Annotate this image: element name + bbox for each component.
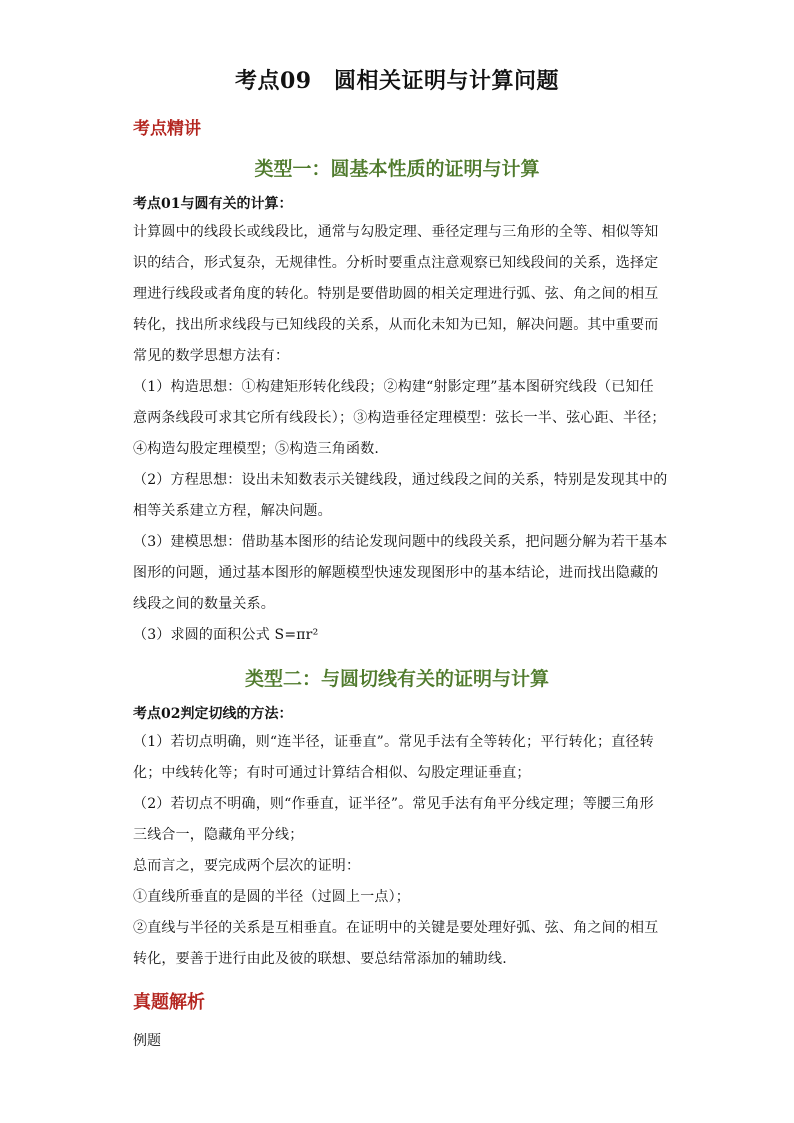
kp01-body — [133, 217, 668, 651]
kp02-item-unclear-point: （2）若切点不明确，则“作垂直，证半径”。常见手法有角平分线定理；等腰三角形三线合一，隐藏角平分线； — [133, 796, 654, 843]
kp01-item-equation: （2）方程思想：设出未知数表示关键线段，通过线段之间的关系，特别是发现其中的相等关系建立方程，解决问题。 — [133, 472, 668, 519]
section-heading-exam-analysis: 真题解析 — [133, 992, 205, 1013]
example-label: 例题 — [133, 1033, 161, 1049]
kp01-item-model: （3）建模思想：借助基本图形的结论发现问题中的线段关系，把问题分解为若干基本图形的问题，通过基本图形的解题模型快速发现图形中的基本结论，进而找出隐藏的线段之间的数量关系。 — [133, 534, 668, 612]
kp02-point-radius: ①直线所垂直的是圆的半径（过圆上一点）； — [133, 889, 410, 905]
type-two-heading: 类型二：与圆切线有关的证明与计算 — [244, 668, 549, 690]
kp02-heading: 考点02判定切线的方法： — [133, 706, 293, 722]
type-one-heading: 类型一：圆基本性质的证明与计算 — [254, 158, 540, 180]
kp02-summary: 总而言之，要完成两个层次的证明： — [133, 858, 361, 874]
kp01-item-construct: （1）构造思想：①构建矩形转化线段；②构建“射影定理”基本图研究线段（已知任意两条线段可求其它所有线段长）；③构造垂径定理模型：弦长一半、弦心距、半径；④构造勾股定理模型；⑤构造三角函数. — [133, 379, 666, 457]
kp01-item-area-formula: （3）求圆的面积公式 S=πr² — [133, 627, 319, 643]
kp01-heading: 考点01与圆有关的计算： — [133, 196, 293, 212]
kp02-item-clear-point: （1）若切点明确，则“连半径，证垂直”。常见手法有全等转化；平行转化；直径转化；中线转化等；有时可通过计算结合相似、勾股定理证垂直； — [133, 734, 654, 781]
kp02-point-perpendicular: ②直线与半径的关系是互相垂直。在证明中的关键是要处理好弧、弦、角之间的相互转化，要善于进行由此及彼的联想、要总结常添加的辅助线. — [133, 920, 659, 967]
page-title: 考点09 圆相关证明与计算问题 — [234, 68, 560, 94]
kp01-paragraph: 计算圆中的线段长或线段比，通常与勾股定理、垂径定理与三角形的全等、相似等知识的结合，形式复杂，无规律性。分析时要重点注意观察已知线段间的关系，选择定理进行线段或者角度的转化。特别是要借助圆的相关定理进行弧、弦、角之间的相互转化，找出所求线段与已知线段的关系，从而化未知为已知，解决问题。其中重要而常见的数学思想方法有： — [133, 224, 659, 364]
section-heading-key-points: 考点精讲 — [133, 119, 201, 139]
kp02-body — [133, 727, 668, 975]
